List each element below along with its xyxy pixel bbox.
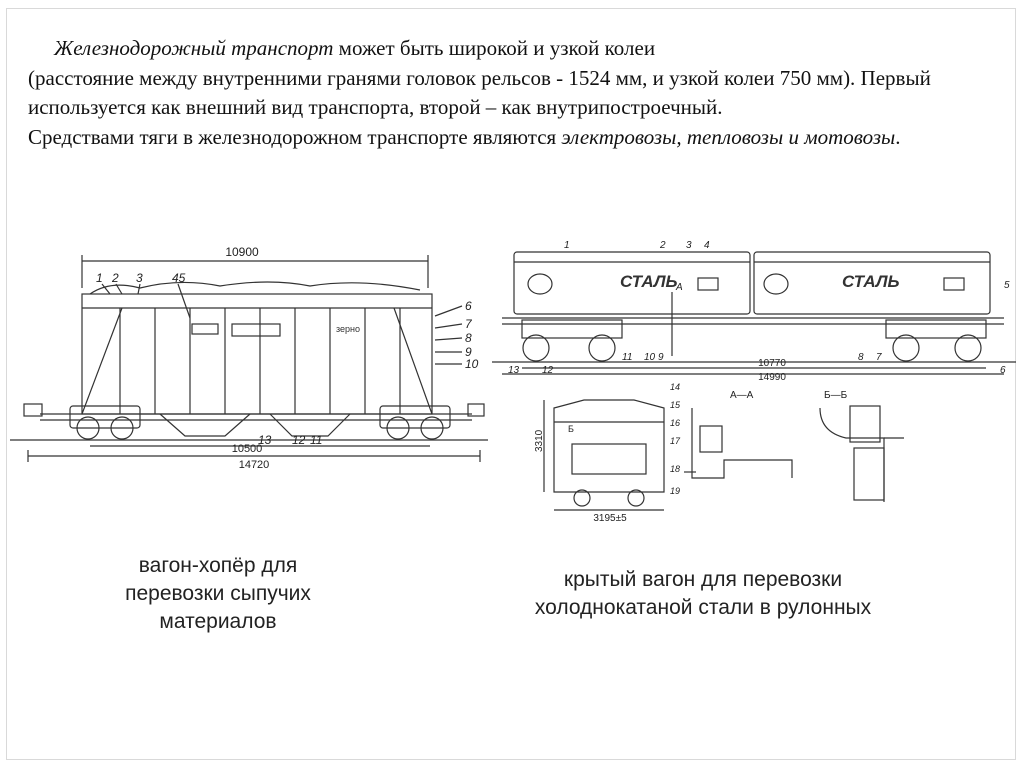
traction-end: . [895, 124, 901, 149]
steel-detail-callout-19: 19 [670, 486, 681, 496]
section-aa-label: А—А [730, 390, 754, 401]
steel-caption-line-2: холоднокатаной стали в рулонных [534, 596, 872, 619]
hopper-callout-12: 12 [292, 433, 306, 447]
steel-callout-2: 2 [660, 240, 666, 251]
steel-callout-13: 13 [508, 365, 520, 376]
steel-car-side-drawing [492, 232, 1016, 382]
gauge-text-a: может быть широкой и узкой колеи [333, 36, 656, 60]
hopper-callout-6: 6 [465, 299, 472, 313]
term-locomotives: электровозы, тепловозы и мотовозы [561, 124, 896, 149]
traction-text: Средствами тяги в железнодорожном транспорте являются [28, 124, 562, 149]
hopper-callout-45: 45 [172, 271, 186, 285]
steel-end-height: 3310 [534, 429, 545, 452]
steel-callout-9: 9 [658, 352, 664, 363]
steel-detail-callout-15: 15 [670, 400, 681, 410]
hopper-callout-2: 2 [112, 271, 119, 285]
hopper-dim-base: 10500 [231, 443, 263, 455]
steel-mark-b: Б [568, 424, 574, 434]
steel-car-label-1: СТАЛЬ [620, 272, 678, 291]
steel-section-mark: А [676, 282, 683, 293]
hopper-callout-9: 9 [465, 345, 472, 359]
hopper-dim-total: 14720 [238, 459, 270, 471]
steel-dim-total: 14990 [758, 372, 786, 382]
hopper-dim-top: 10900 [225, 245, 259, 259]
steel-callout-11: 11 [622, 352, 633, 363]
paragraph-gauge-detail: (расстояние между внутренними гранями головок рельсов - 1524 мм, и узкой колеи 750 мм). Первый используется как внешний вид транспорта, второй – как внутрипостроечный. [28, 65, 931, 119]
steel-callout-5: 5 [1004, 280, 1010, 291]
section-bb-label: Б—Б [824, 390, 848, 401]
steel-callout-7: 7 [876, 352, 882, 363]
steel-car-label-2: СТАЛЬ [842, 272, 900, 291]
steel-callout-1: 1 [564, 240, 570, 251]
steel-callout-8: 8 [858, 352, 864, 363]
hopper-panel-label: зерно [336, 324, 361, 334]
term-railway-transport: Железнодорожный транспорт [54, 36, 334, 60]
steel-car-caption [500, 566, 906, 622]
hopper-callout-7: 7 [465, 317, 472, 331]
steel-callout-4: 4 [704, 240, 710, 251]
steel-dim-inner: 10770 [758, 358, 786, 369]
paragraph-traction [28, 123, 1008, 153]
steel-callout-10: 10 [644, 352, 656, 363]
hopper-callout-1: 1 [96, 271, 103, 285]
hopper-caption-line-2: перевозки сыпучих [125, 582, 311, 605]
hopper-callout-11: 11 [310, 433, 323, 447]
steel-end-width: 3195±5 [593, 513, 627, 522]
steel-caption-line-1: крытый вагон для перевозки [563, 568, 843, 591]
hopper-callout-3: 3 [136, 271, 143, 285]
hopper-car-drawing [10, 228, 488, 476]
hopper-caption-line-1: вагон-хопёр для [138, 554, 298, 577]
paragraph-gauge [28, 34, 1008, 64]
text-block [28, 34, 1008, 152]
steel-detail-callout-18: 18 [670, 464, 681, 474]
steel-detail-callout-14: 14 [670, 382, 681, 392]
hopper-callout-8: 8 [465, 331, 472, 345]
hopper-caption-line-3: материалов [159, 610, 277, 633]
hopper-caption [88, 552, 348, 636]
steel-car-sections-drawing [524, 382, 944, 522]
steel-detail-callout-16: 16 [670, 418, 681, 428]
steel-detail-callout-17: 17 [670, 436, 681, 446]
steel-callout-12: 12 [542, 365, 554, 376]
steel-callout-6: 6 [1000, 365, 1006, 376]
steel-callout-3: 3 [686, 240, 692, 251]
hopper-callout-13: 13 [258, 433, 272, 447]
hopper-callout-10: 10 [465, 357, 479, 371]
